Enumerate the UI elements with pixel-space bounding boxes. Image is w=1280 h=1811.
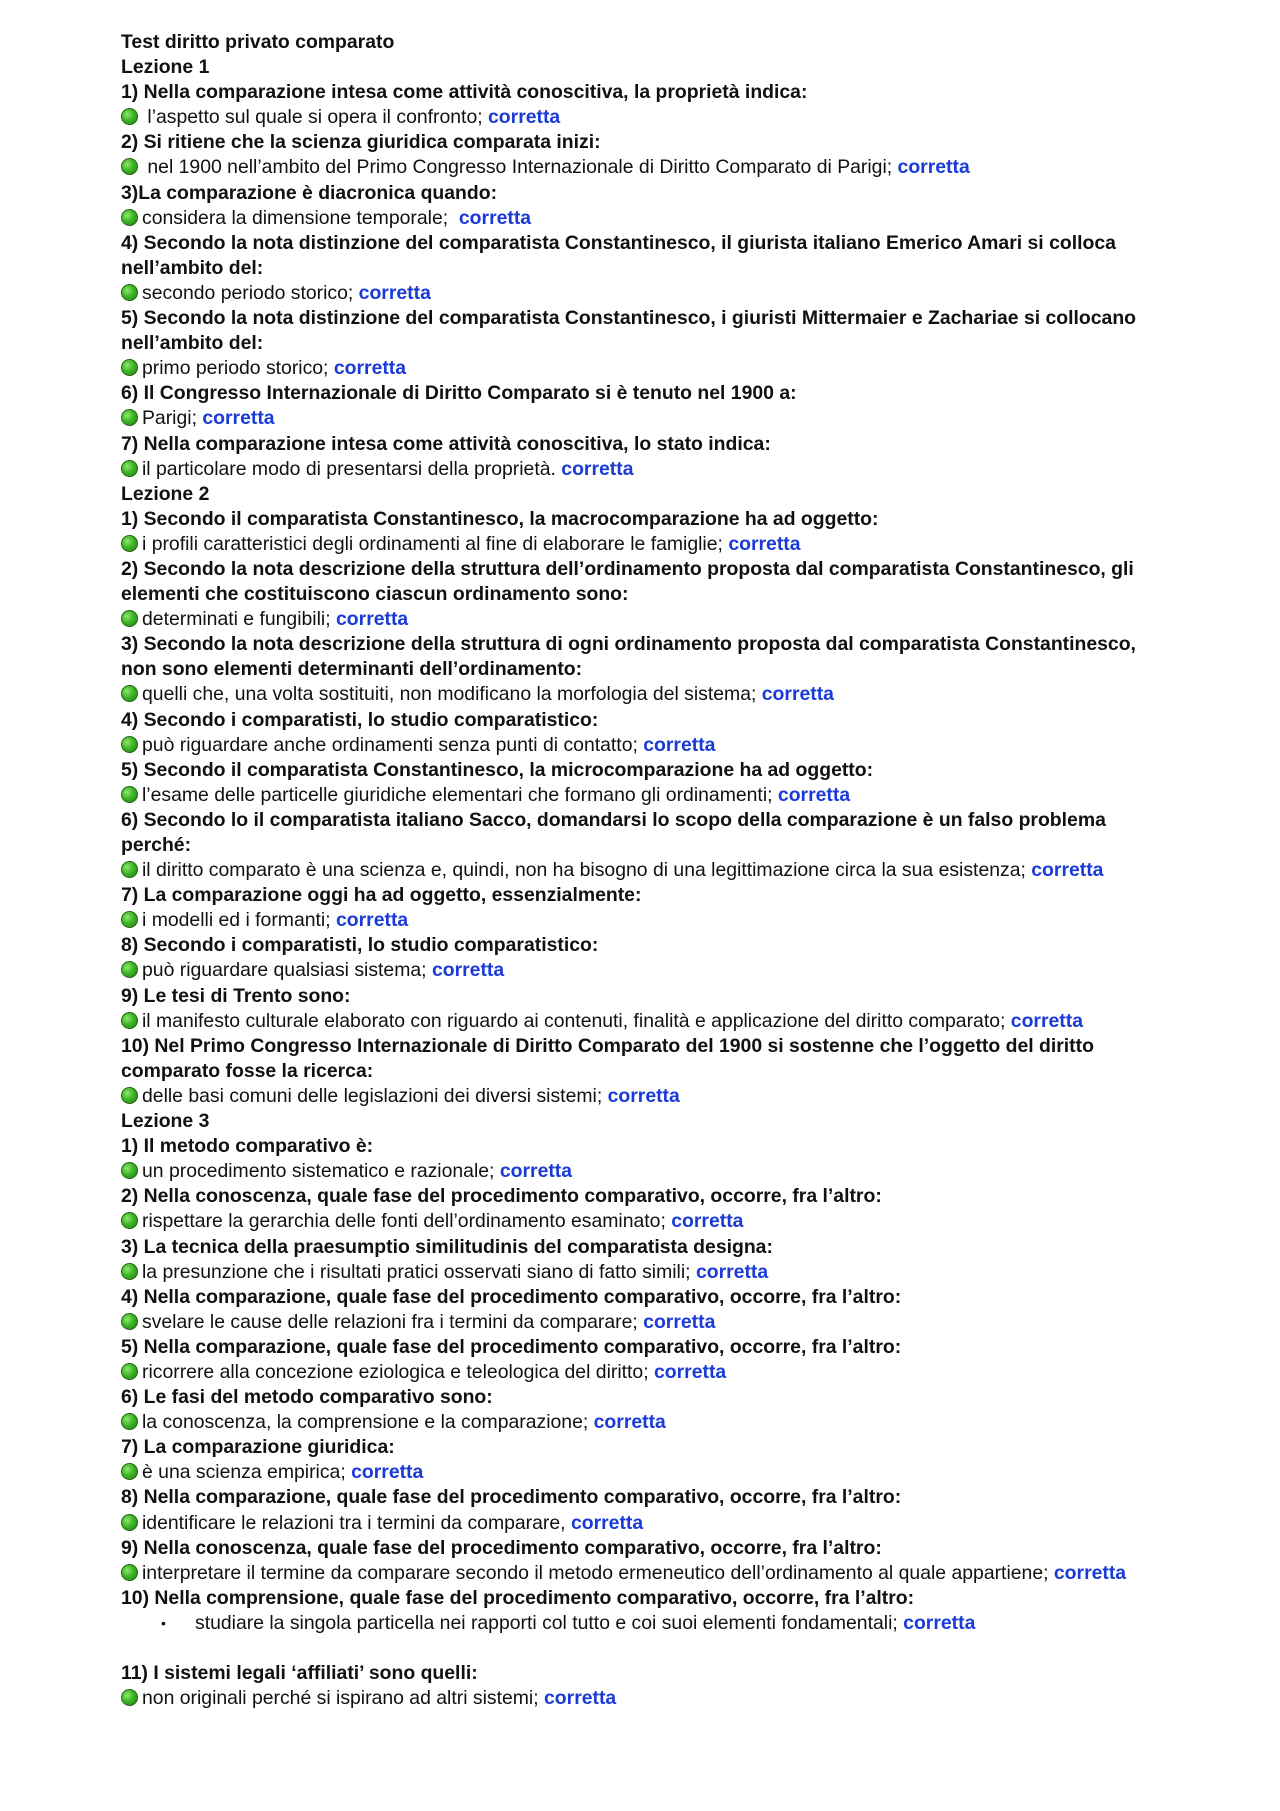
answer-line xyxy=(121,1511,1161,1536)
green-dot-icon xyxy=(121,610,138,627)
question-text: 4) Secondo i comparatisti, lo studio comparatistico: xyxy=(121,708,599,731)
green-dot-icon xyxy=(121,460,138,477)
question-text: 10) Nel Primo Congresso Internazionale di Diritto Comparato del 1900 si sostenne che l’oggetto del diritto comparato fosse la ricerca: xyxy=(121,1034,1094,1082)
correct-label: corretta xyxy=(695,1260,769,1283)
lesson-heading: Lezione 1 xyxy=(121,56,210,79)
correct-label: corretta xyxy=(1010,1009,1083,1032)
answer-line xyxy=(121,1611,1161,1636)
green-dot-icon xyxy=(121,786,138,803)
green-dot-icon xyxy=(121,1463,138,1480)
answer-line xyxy=(121,682,1161,707)
correct-label: corretta xyxy=(351,1461,424,1484)
question-text: 6) Le fasi del metodo comparativo sono: xyxy=(121,1386,493,1409)
answer-line xyxy=(121,1260,1161,1285)
correct-label: corretta xyxy=(777,783,851,806)
green-dot-icon xyxy=(121,1413,138,1430)
question-text: 3)La comparazione è diacronica quando: xyxy=(121,181,498,204)
answer-text: un procedimento sistematico e razionale; xyxy=(142,1160,500,1183)
question-text: 5) Secondo il comparatista Constantinesco, la microcomparazione ha ad oggetto: xyxy=(121,758,874,781)
answer-text: l’aspetto sul quale si opera il confronto; xyxy=(142,106,489,129)
correct-label: corretta xyxy=(607,1084,680,1107)
green-dot-icon xyxy=(121,209,138,226)
answer-line xyxy=(121,1360,1161,1385)
question-text: 8) Nella comparazione, quale fase del procedimento comparativo, occorre, fra l’altro: xyxy=(121,1486,902,1509)
answer-line xyxy=(121,1209,1161,1234)
answer-line xyxy=(121,1009,1161,1034)
answer-line xyxy=(121,858,1161,883)
answer-text: quelli che, una volta sostituiti, non modificano la morfologia del sistema; xyxy=(142,683,762,706)
answer-line xyxy=(121,105,1161,130)
answer-text: considera la dimensione temporale; xyxy=(142,206,459,229)
green-dot-icon xyxy=(121,961,138,978)
correct-label: corretta xyxy=(643,733,716,756)
correct-label: corretta xyxy=(903,1611,976,1634)
question-text: 4) Nella comparazione, quale fase del procedimento comparativo, occorre, fra l’altro: xyxy=(121,1285,902,1308)
correct-label: corretta xyxy=(761,683,834,706)
answer-line xyxy=(121,1460,1161,1485)
answer-text: rispettare la gerarchia delle fonti dell’ordinamento esaminato; xyxy=(142,1210,672,1233)
answer-text: nel 1900 nell’ambito del Primo Congresso Internazionale di Diritto Comparato di Parigi; xyxy=(142,156,898,179)
lesson-heading: Lezione 3 xyxy=(121,1110,210,1133)
answer-text: può riguardare qualsiasi sistema; xyxy=(142,959,432,982)
answer-line xyxy=(121,356,1161,381)
correct-label: corretta xyxy=(335,909,409,932)
answer-line xyxy=(121,908,1161,933)
green-dot-icon xyxy=(121,1564,138,1581)
green-dot-icon xyxy=(121,1514,138,1531)
document-page xyxy=(121,30,1161,1711)
green-dot-icon xyxy=(121,108,138,125)
correct-label: corretta xyxy=(643,1310,716,1333)
answer-line xyxy=(121,1084,1161,1109)
correct-label: corretta xyxy=(593,1411,666,1434)
answer-text: identificare le relazioni tra i termini da comparare, xyxy=(142,1511,571,1534)
answer-line xyxy=(121,958,1161,983)
answer-text: il particolare modo di presentarsi della proprietà. xyxy=(142,457,562,480)
correct-label: corretta xyxy=(561,457,634,480)
answer-text: Parigi; xyxy=(142,407,203,430)
correct-label: corretta xyxy=(544,1687,617,1710)
answer-line xyxy=(121,1310,1161,1335)
lessons-container xyxy=(121,55,1161,1711)
answer-line xyxy=(121,281,1161,306)
answer-text: la conoscenza, la comprensione e la comparazione; xyxy=(142,1411,594,1434)
answer-line xyxy=(121,457,1161,482)
answer-text: i profili caratteristici degli ordinamenti al fine di elaborare le famiglie; xyxy=(142,532,729,555)
answer-text: i modelli ed i formanti; xyxy=(142,909,336,932)
bullet-icon: • xyxy=(161,1614,166,1631)
correct-label: corretta xyxy=(333,357,407,380)
green-dot-icon xyxy=(121,911,138,928)
answer-text: secondo periodo storico; xyxy=(142,281,359,304)
answer-text: può riguardare anche ordinamenti senza punti di contatto; xyxy=(142,733,644,756)
answer-text: svelare le cause delle relazioni fra i termini da comparare; xyxy=(142,1310,644,1333)
document-title: Test diritto privato comparato xyxy=(121,31,395,53)
answer-text: il diritto comparato è una scienza e, quindi, non ha bisogno di una legittimazione circa la sua esistenza; xyxy=(142,859,1032,882)
green-dot-icon xyxy=(121,861,138,878)
question-text: 3) La tecnica della praesumptio similitudinis del comparatista designa: xyxy=(121,1235,773,1258)
green-dot-icon xyxy=(121,1012,138,1029)
question-text: 2) Secondo la nota descrizione della struttura dell’ordinamento proposta dal comparatista Constantinesco, gli elementi che costituiscono ciascun ordinamento sono: xyxy=(121,557,1134,606)
answer-text: determinati e fungibili; xyxy=(142,608,337,631)
green-dot-icon xyxy=(121,1087,138,1104)
answer-line xyxy=(121,532,1161,557)
green-dot-icon xyxy=(121,359,138,376)
answer-text: non originali perché si ispirano ad altri sistemi; xyxy=(142,1687,545,1710)
question-text: 1) Il metodo comparativo è: xyxy=(121,1135,374,1158)
correct-label: corretta xyxy=(1053,1561,1127,1584)
green-dot-icon xyxy=(121,1263,138,1280)
answer-line xyxy=(121,607,1161,632)
lesson-heading: Lezione 2 xyxy=(121,482,210,505)
correct-label: corretta xyxy=(431,959,505,982)
answer-text: studiare la singola particella nei rapporti col tutto e coi suoi elementi fondamentali; xyxy=(195,1611,904,1634)
question-text: 1) Secondo il comparatista Constantinesco, la macrocomparazione ha ad oggetto: xyxy=(121,507,879,530)
correct-label: corretta xyxy=(202,407,275,430)
answer-text: è una scienza empirica; xyxy=(142,1461,352,1484)
green-dot-icon xyxy=(121,1162,138,1179)
green-dot-icon xyxy=(121,158,138,175)
question-text: 7) Nella comparazione intesa come attività conoscitiva, lo stato indica: xyxy=(121,432,771,455)
question-text: 9) Nella conoscenza, quale fase del procedimento comparativo, occorre, fra l’altro: xyxy=(121,1536,882,1559)
answer-text: primo periodo storico; xyxy=(142,357,334,380)
question-text: 5) Nella comparazione, quale fase del procedimento comparativo, occorre, fra l’altro: xyxy=(121,1335,902,1358)
correct-label: corretta xyxy=(897,156,970,179)
green-dot-icon xyxy=(121,685,138,702)
question-text: 6) Il Congresso Internazionale di Diritto Comparato si è tenuto nel 1900 a: xyxy=(121,382,797,405)
correct-label: corretta xyxy=(570,1511,644,1534)
answer-text: l’esame delle particelle giuridiche elementari che formano gli ordinamenti; xyxy=(142,783,778,806)
question-text: 10) Nella comprensione, quale fase del procedimento comparativo, occorre, fra l’altro: xyxy=(121,1586,915,1609)
answer-line xyxy=(121,1159,1161,1184)
answer-line xyxy=(121,733,1161,758)
answer-text: ricorrere alla concezione eziologica e teleologica del diritto; xyxy=(142,1360,654,1383)
correct-label: corretta xyxy=(336,608,409,631)
question-text: 1) Nella comparazione intesa come attività conoscitiva, la proprietà indica: xyxy=(121,81,808,104)
question-text: 7) La comparazione oggi ha ad oggetto, essenzialmente: xyxy=(121,884,642,907)
green-dot-icon xyxy=(121,1689,138,1706)
blank-line xyxy=(121,1636,1161,1661)
green-dot-icon xyxy=(121,535,138,552)
answer-line xyxy=(121,783,1161,808)
answer-text: il manifesto culturale elaborato con riguardo ai contenuti, finalità e applicazione del diritto comparato; xyxy=(142,1009,1011,1032)
question-text: 7) La comparazione giuridica: xyxy=(121,1436,395,1459)
correct-label: corretta xyxy=(1031,859,1104,882)
answer-text: delle basi comuni delle legislazioni dei diversi sistemi; xyxy=(142,1084,608,1107)
green-dot-icon xyxy=(121,1313,138,1330)
answer-line xyxy=(121,1686,1161,1711)
green-dot-icon xyxy=(121,1363,138,1380)
answer-line xyxy=(121,1410,1161,1435)
green-dot-icon xyxy=(121,1212,138,1229)
green-dot-icon xyxy=(121,409,138,426)
green-dot-icon xyxy=(121,736,138,753)
correct-label: corretta xyxy=(653,1360,727,1383)
correct-label: corretta xyxy=(358,281,431,304)
question-text: 3) Secondo la nota descrizione della struttura di ogni ordinamento proposta dal comparatista Constantinesco, non sono elementi determinanti dell’ordinamento: xyxy=(121,633,1136,681)
answer-line xyxy=(121,155,1161,180)
answer-line xyxy=(121,206,1161,231)
correct-label: corretta xyxy=(671,1210,744,1233)
correct-label: corretta xyxy=(499,1160,573,1183)
question-text: 9) Le tesi di Trento sono: xyxy=(121,984,351,1007)
question-text: 8) Secondo i comparatisti, lo studio comparatistico: xyxy=(121,934,599,957)
answer-text: interpretare il termine da comparare secondo il metodo ermeneutico dell’ordinamento al quale appartiene; xyxy=(142,1561,1054,1584)
correct-label: corretta xyxy=(458,206,532,229)
answer-line xyxy=(121,1561,1161,1586)
question-text: 6) Secondo lo il comparatista italiano Sacco, domandarsi lo scopo della comparazione è un falso problema perché: xyxy=(121,808,1106,856)
answer-line xyxy=(121,406,1161,431)
correct-label: corretta xyxy=(728,532,801,555)
question-text: 2) Nella conoscenza, quale fase del procedimento comparativo, occorre, fra l’altro: xyxy=(121,1185,882,1208)
green-dot-icon xyxy=(121,284,138,301)
question-text: 4) Secondo la nota distinzione del comparatista Constantinesco, il giurista italiano Emerico Amari si colloca nell’ambito del: xyxy=(121,231,1116,279)
answer-text: la presunzione che i risultati pratici osservati siano di fatto simili; xyxy=(142,1260,696,1283)
correct-label: corretta xyxy=(488,106,561,129)
question-text: 5) Secondo la nota distinzione del comparatista Constantinesco, i giuristi Mittermaier e Zachariae si collocano nell’ambito del: xyxy=(121,307,1137,355)
question-text: 11) I sistemi legali ‘affiliati’ sono quelli: xyxy=(121,1662,478,1684)
question-text: 2) Si ritiene che la scienza giuridica comparata inizi: xyxy=(121,131,601,154)
